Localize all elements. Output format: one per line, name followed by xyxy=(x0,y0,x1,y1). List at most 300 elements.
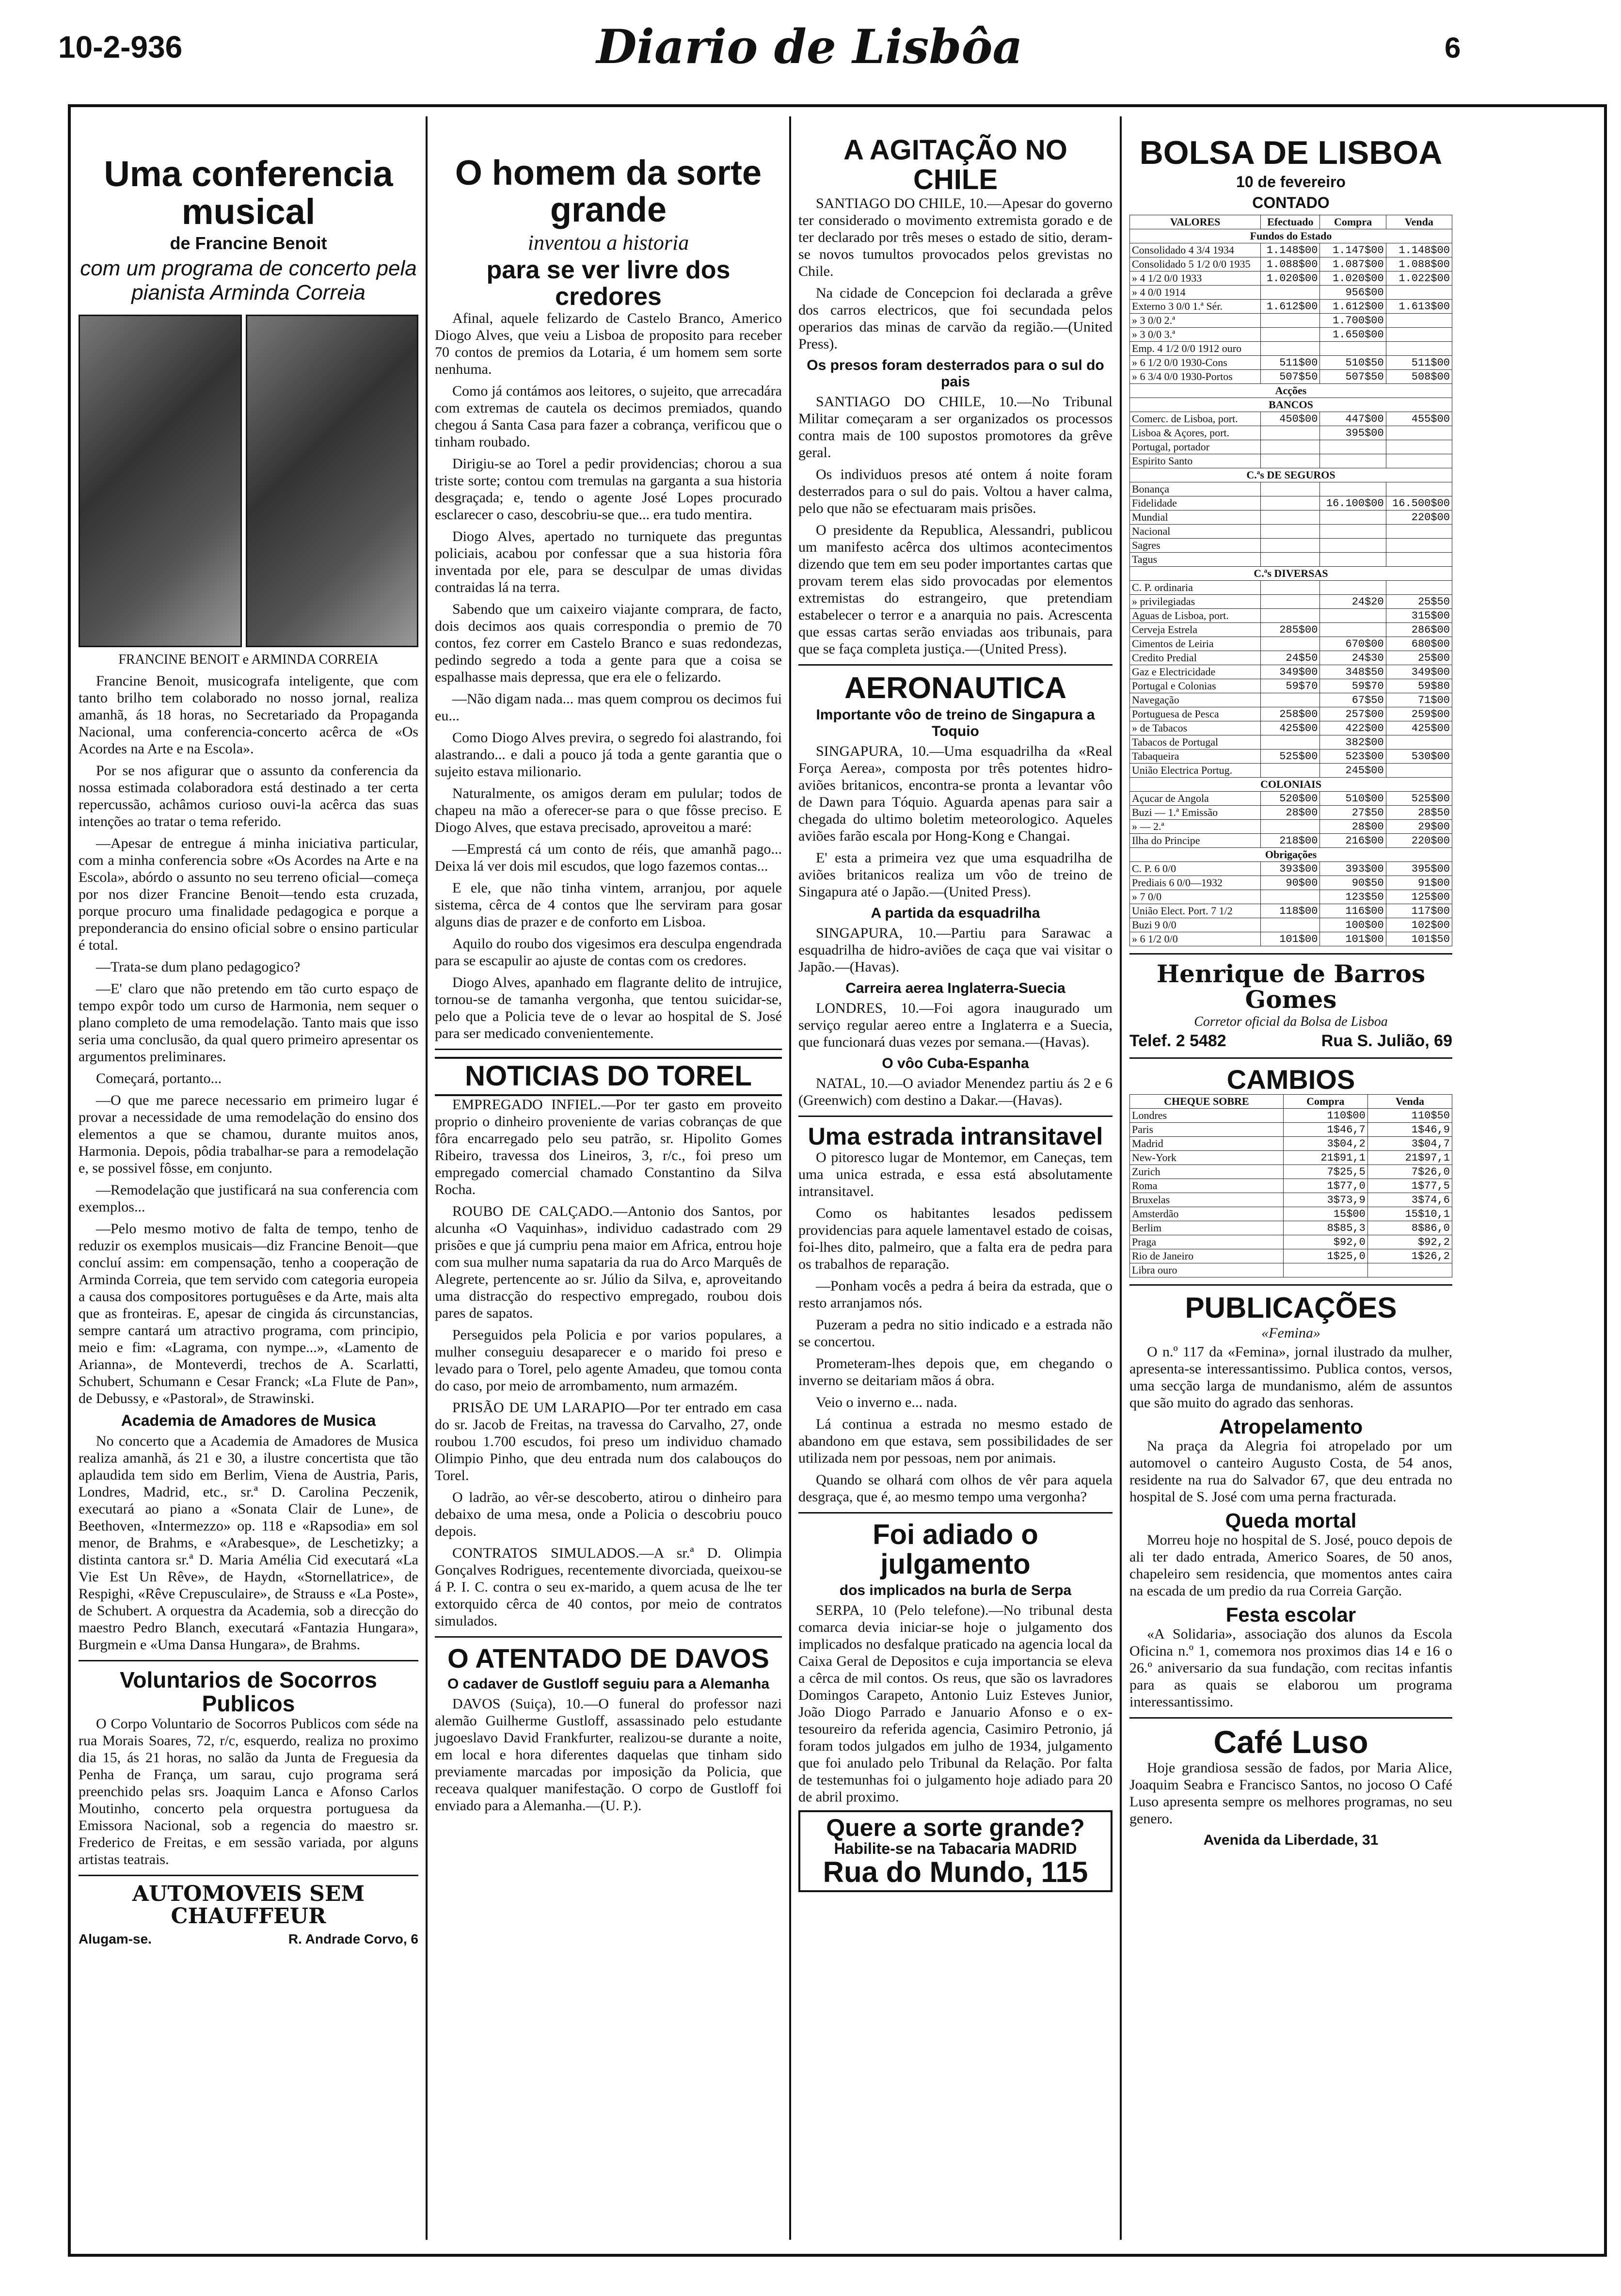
paragraph: —O que me parece necessario em primeiro lugar é provar a necessidade de uma remodelação do ensino dos elementos a que se chamou, durante muitos anos, Harmonia. Depois, pôdia trabalhar-se para a remodelação e, se possivel fôsse, em conjunto. xyxy=(79,1092,418,1177)
table-row xyxy=(1130,356,1452,370)
table-header-row xyxy=(1130,1095,1452,1109)
paragraph: —Apesar de entregue á minha iniciativa particular, com a minha conferencia sobre «Os Acordes na Arte e na Escola», abórdo o assunto no seu terreno oficial—começa por nos dizer Francine Benoit—tendo esta cruzada, porque procuro uma finalidade pedagogica e porque a preponderancia do ensino oficial sobre o ensino particular é total. xyxy=(79,835,418,954)
stock-exchange-table xyxy=(1129,215,1452,946)
price-cell: 102$00 xyxy=(1386,918,1452,932)
security-name: União Elect. Port. 7 1/2 xyxy=(1130,904,1261,918)
market-session: CONTADO xyxy=(1252,194,1330,212)
paragraph: Quando se olhará com olhos de vêr para aquela desgraça, que é, ao mesmo tempo uma vergonha? xyxy=(798,1472,1112,1505)
divider xyxy=(798,1512,1112,1514)
table-row xyxy=(1130,412,1452,426)
price-cell: 349$00 xyxy=(1386,665,1452,679)
rate-cell: 21$97,1 xyxy=(1367,1151,1452,1165)
price-cell: 680$00 xyxy=(1386,637,1452,651)
price-cell xyxy=(1386,539,1452,553)
security-name: Externo 3 0/0 1.ª Sér. xyxy=(1130,300,1261,314)
price-cell xyxy=(1261,693,1320,707)
article-subheadline: Carreira aerea Inglaterra-Suecia xyxy=(845,980,1065,996)
rate-cell: 7$25,5 xyxy=(1283,1165,1367,1179)
price-cell xyxy=(1261,510,1320,525)
security-name: Credito Predial xyxy=(1130,651,1261,665)
broker-title: Corretor oficial da Bolsa de Lisboa xyxy=(1194,1014,1388,1030)
section-label: Acções xyxy=(1130,384,1452,398)
price-cell xyxy=(1261,890,1320,904)
currency-city: Libra ouro xyxy=(1130,1263,1284,1277)
column-rule xyxy=(426,116,428,2240)
price-cell xyxy=(1320,454,1386,468)
table-row xyxy=(1130,918,1452,932)
divider xyxy=(435,1636,782,1638)
price-cell: 1.700$00 xyxy=(1320,314,1386,328)
security-name: Mundial xyxy=(1130,510,1261,525)
price-cell xyxy=(1261,764,1320,778)
table-row xyxy=(1130,904,1452,918)
table-row xyxy=(1130,1193,1452,1207)
article-headline: Foi adiado o julgamento xyxy=(873,1519,1038,1580)
rate-cell: 1$77,5 xyxy=(1367,1179,1452,1193)
paragraph: E ele, que não tinha vintem, arranjou, por aquele sistema, cêrca de 4 contos que lhe serviram para gosar alguns dias de prazer e de conforto em Lisboa. xyxy=(435,880,782,930)
rate-cell: 7$26,0 xyxy=(1367,1165,1452,1179)
divider xyxy=(1129,1284,1452,1286)
table-row xyxy=(1130,1109,1452,1123)
paragraph: —Ponham vocês a pedra á beira da estrada, que o resto arranjamos nós. xyxy=(798,1278,1112,1311)
photo-pair xyxy=(79,315,418,647)
currency-city: Zurich xyxy=(1130,1165,1284,1179)
exchange-rates-table xyxy=(1129,1094,1452,1277)
security-name: Tagus xyxy=(1130,553,1261,567)
table-section-row xyxy=(1130,567,1452,581)
price-cell: 218$00 xyxy=(1261,834,1320,848)
price-cell: 1.613$00 xyxy=(1386,300,1452,314)
column-3 xyxy=(793,116,1118,2249)
price-cell: 1.020$00 xyxy=(1320,271,1386,286)
price-cell xyxy=(1261,553,1320,567)
paragraph: Como Diogo Alves previra, o segredo foi alastrando, foi alastrando... e dali a pouco já toda a gente garantia que o sujeito estava milionario. xyxy=(435,730,782,780)
price-cell: 285$00 xyxy=(1261,623,1320,637)
price-cell: 16.500$00 xyxy=(1386,496,1452,510)
price-cell: 16.100$00 xyxy=(1320,496,1386,510)
security-name: Buzi 9 0/0 xyxy=(1130,918,1261,932)
paragraph: Sabendo que um caixeiro viajante comprara, de facto, dois decimos aos quais correspondia o premio de 70 contos, fez correr em Castelo Branco e suas redondezas, pedindo segredo a toda a gente para que a coisa se espalhasse mais depressa, que era ele o felizardo. xyxy=(435,601,782,686)
security-name: Emp. 4 1/2 0/0 1912 ouro xyxy=(1130,342,1261,356)
table-row xyxy=(1130,1221,1452,1235)
article-subheadline: A partida da esquadrilha xyxy=(871,905,1040,921)
paragraph: Como já contámos aos leitores, o sujeito, que arrecadára com extremas de cautela os decimos premiados, quando chegou á Santa Casa para fazer a cobrança, verificou que o tinham roubado. xyxy=(435,383,782,450)
price-cell: 1.022$00 xyxy=(1386,271,1452,286)
rate-cell: 8$86,0 xyxy=(1367,1221,1452,1235)
article-subheadline: inventou a historia xyxy=(527,231,689,255)
price-cell xyxy=(1261,454,1320,468)
security-name: Consolidado 5 1/2 0/0 1935 xyxy=(1130,257,1261,271)
price-cell: 393$00 xyxy=(1261,862,1320,876)
table-row xyxy=(1130,1249,1452,1263)
security-name: União Electrica Portug. xyxy=(1130,764,1261,778)
section-label: Fundos do Estado xyxy=(1130,229,1452,243)
rate-cell: 3$04,2 xyxy=(1283,1137,1367,1151)
rate-cell: 8$85,3 xyxy=(1283,1221,1367,1235)
price-cell xyxy=(1386,342,1452,356)
article-headline: Festa escolar xyxy=(1225,1603,1356,1626)
broker-contact xyxy=(1129,1032,1452,1051)
price-cell xyxy=(1320,553,1386,567)
security-name: Açucar de Angola xyxy=(1130,792,1261,806)
table-row xyxy=(1130,1179,1452,1193)
rate-cell: 15$10,1 xyxy=(1367,1207,1452,1221)
advertisement-text: Habilite-se na Tabacaria MADRID xyxy=(834,1839,1077,1857)
price-cell: 29$00 xyxy=(1386,820,1452,834)
price-cell xyxy=(1261,820,1320,834)
price-cell xyxy=(1386,314,1452,328)
rate-cell xyxy=(1367,1263,1452,1277)
price-cell xyxy=(1261,525,1320,539)
security-name: Prediais 6 0/0—1932 xyxy=(1130,876,1261,890)
price-cell xyxy=(1386,735,1452,749)
security-name: Fidelidade xyxy=(1130,496,1261,510)
paragraph: NATAL, 10.—O aviador Menendez partiu ás 2 e 6 (Greenwich) com destino a Dakar.—(Havas). xyxy=(798,1075,1112,1108)
security-name: Portugal e Colonias xyxy=(1130,679,1261,693)
article-headline: Atropelamento xyxy=(1219,1415,1363,1438)
rate-cell: 3$73,9 xyxy=(1283,1193,1367,1207)
table-row xyxy=(1130,721,1452,735)
advertisement-address: Rua do Mundo, 115 xyxy=(823,1856,1088,1889)
price-cell: 447$00 xyxy=(1320,412,1386,426)
price-cell xyxy=(1386,286,1452,300)
table-row xyxy=(1130,510,1452,525)
divider xyxy=(435,1049,782,1050)
price-cell: 1.088$00 xyxy=(1261,257,1320,271)
column-header: VALORES xyxy=(1130,215,1261,229)
paragraph: SANTIAGO DO CHILE, 10.—Apesar do governo ter considerado o movimento extremista gorado e de ter declarado por três meses o estado de sitio, deram-se novos tumultos provocados pelos grevistas no Chile. xyxy=(798,195,1112,279)
table-row xyxy=(1130,693,1452,707)
paragraph: DAVOS (Suiça), 10.—O funeral do professor nazi alemão Guilherme Gustloff, assassinado pelo estudante jugoeslavo David Frankfurter, realizou-se durante a noite, em local e hora diferentes daquelas que tinham sido previamente marcadas por imposição da Policia, que receava qualquer manifestação. O corpo de Gustloff foi enviado para a Alemanha.—(U. P.). xyxy=(435,1696,782,1814)
price-cell: 117$00 xyxy=(1386,904,1452,918)
table-row xyxy=(1130,820,1452,834)
price-cell: 450$00 xyxy=(1261,412,1320,426)
security-name: Cimentos de Leiria xyxy=(1130,637,1261,651)
price-cell: 511$00 xyxy=(1386,356,1452,370)
paragraph: E' esta a primeira vez que uma esquadrilha de aviões britanicos realiza um vôo de treino de Singapura até o Japão.—(United Press). xyxy=(798,849,1112,900)
price-cell: 28$00 xyxy=(1261,806,1320,820)
price-cell xyxy=(1261,342,1320,356)
paragraph: SINGAPURA, 10.—Partiu para Sarawac a esquadrilha de hidro-aviões de caça que vai visitar o Japão.—(Havas). xyxy=(798,925,1112,975)
table-row xyxy=(1130,482,1452,496)
advertisement-title: Quere a sorte grande? xyxy=(826,1814,1085,1842)
table-section-row xyxy=(1130,778,1452,792)
advertisement-title: Café Luso xyxy=(1213,1724,1368,1760)
table-section-row xyxy=(1130,229,1452,243)
price-cell: 258$00 xyxy=(1261,707,1320,721)
price-cell xyxy=(1386,482,1452,496)
price-cell: 1.148$00 xyxy=(1261,243,1320,257)
security-name: » privilegiadas xyxy=(1130,595,1261,609)
security-name: » 6 3/4 0/0 1930-Portos xyxy=(1130,370,1261,384)
security-name: » de Tabacos xyxy=(1130,721,1261,735)
column-rule xyxy=(789,116,791,2240)
price-cell: 1.612$00 xyxy=(1320,300,1386,314)
table-row xyxy=(1130,637,1452,651)
article-deck: para se ver livre dos credores xyxy=(486,256,731,311)
paragraph: EMPREGADO INFIEL.—Por ter gasto em proveito proprio o dinheiro proveniente de varias cobranças de que fôra encarregado pelo seu patrão, sr. Hipolito Gomes Ribeiro, travessa dos Lineiros, 3, r/c., foi preso um empregado comercial chamado Constantino da Silva Rocha. xyxy=(435,1097,782,1198)
security-name: Portuguesa de Pesca xyxy=(1130,707,1261,721)
divider xyxy=(798,664,1112,666)
price-cell xyxy=(1386,581,1452,595)
market-date: 10 de fevereiro xyxy=(1236,173,1346,191)
table-row xyxy=(1130,735,1452,749)
price-cell: 348$50 xyxy=(1320,665,1386,679)
article-subheadline: O cadaver de Gustloff seguiu para a Alemanha xyxy=(447,1676,770,1692)
table-section-row xyxy=(1130,468,1452,482)
column-4 xyxy=(1124,116,1458,2249)
price-cell: 422$00 xyxy=(1320,721,1386,735)
price-cell: 956$00 xyxy=(1320,286,1386,300)
price-cell: 1.087$00 xyxy=(1320,257,1386,271)
paragraph: Como os habitantes lesados pedissem providencias para aquele lamentavel estado de coisas, foi-lhes dito, palmeiro, que a falta era de pedra para os trabalhos de reparação. xyxy=(798,1205,1112,1273)
column-1 xyxy=(73,116,424,2249)
table-row xyxy=(1130,609,1452,623)
price-cell xyxy=(1261,440,1320,454)
paragraph: Na praça da Alegria foi atropelado por um automovel o canteiro Augusto Costa, de 54 anos, residente na rua do Salvador 67, que deu entrada no hospital de S. José com uma perna fracturada. xyxy=(1129,1438,1452,1505)
article-subheadline: O vôo Cuba-Espanha xyxy=(882,1055,1029,1071)
paragraph: SERPA, 10 (Pelo telefone).—No tribunal desta comarca devia iniciar-se hoje o julgamento dos implicados no desfalque praticado na agencia local da Caixa Geral de Depositos e cuja importancia se eleva a cêrca de mil contos. Os reus, que são os lavradores Domingos Carapeto, Antonio Luiz Esteves Junior, João Diogo Parrado e Januario Afonso e o ex-tesoureiro da referida agencia, Casimiro Petronio, já foram todos julgados em julho de 1934, julgamento que foi anulado pelo Tribunal da Relação. Por falta de testemunhas foi o julgamento hoje adiado para 20 de abril proximo. xyxy=(798,1602,1112,1805)
security-name: Ilha do Principe xyxy=(1130,834,1261,848)
price-cell: 530$00 xyxy=(1386,749,1452,764)
price-cell: 511$00 xyxy=(1261,356,1320,370)
security-name: Gaz e Electricidade xyxy=(1130,665,1261,679)
paragraph: Prometeram-lhes depois que, em chegando o inverno se deitariam mãos á obra. xyxy=(798,1355,1112,1389)
price-cell: 118$00 xyxy=(1261,904,1320,918)
paragraph: No concerto que a Academia de Amadores de Musica realiza amanhã, ás 21 e 30, a ilustre concertista que tão aplaudida tem sido em Berlim, Viena de Austria, Paris, Londres, Madrid, etc., sr.ª D. Carolina Peczenik, executará ao piano a «Sonata Clair de Lune», de Beethoven, «Intermezzo» op. 118 e «Rapsodia» em sol menor, de Brahms, e «Arabesque», de Leschetizky; a distinta cantora sr.ª D. Maria Amélia Cid executará «La Vie Est Un Rêve», de Haydn, «Stornellatrice», de Respighi, «Rêve Crepusculaire», de Strauss e «La Poste», de Schubert. A orquestra da Academia, sob a direcção do maestro Pedro Blanch, executará «Fantazia Hungara», Burgmein e «Uma Dansa Hungara», de Brahms. xyxy=(79,1433,418,1653)
security-name: » 4 1/2 0/0 1933 xyxy=(1130,271,1261,286)
price-cell: 525$00 xyxy=(1261,749,1320,764)
column-header: Compra xyxy=(1320,215,1386,229)
paragraph: ROUBO DE CALÇADO.—Antonio dos Santos, por alcunha «O Vaquinhas», individuo cadastrado com 29 prisões e que já cumpriu pena maior em Africa, entrou hoje com sua mulher numa sapataria da rua do Arco Marquês de Alegrete, pertencente ao sr. Júlio da Silva, e, aproveitando uma distracção do respectivo empregado, roubou dois pares de sapatos. xyxy=(435,1203,782,1322)
paragraph: Morreu hoje no hospital de S. José, pouco depois de ali ter dado entrada, Americo Soares, de 50 anos, chapeleiro sem residencia, que momentos antes caira na escada de um predio da rua Correia Garção. xyxy=(1129,1532,1452,1599)
paragraph: Aquilo do roubo dos vigesimos era desculpa engendrada para se escapulir ao ajuste de contas com os credores. xyxy=(435,936,782,969)
price-cell: 1.147$00 xyxy=(1320,243,1386,257)
table-row xyxy=(1130,1207,1452,1221)
price-cell: 670$00 xyxy=(1320,637,1386,651)
section-heading: AERONAUTICA xyxy=(844,671,1067,705)
price-cell xyxy=(1261,609,1320,623)
paragraph: Naturalmente, os amigos deram em pulular; todos de chapeu na mão a oferecer-se para o que fôsse preciso. E Diogo Alves, que estava precisado, aproveitou a maré: xyxy=(435,785,782,836)
divider xyxy=(1129,1717,1452,1719)
table-row xyxy=(1130,749,1452,764)
rate-cell: 1$77,0 xyxy=(1283,1179,1367,1193)
section-label: Obrigações xyxy=(1130,848,1452,862)
price-cell: 510$00 xyxy=(1320,792,1386,806)
article-headline: Queda mortal xyxy=(1225,1509,1357,1532)
price-cell: 507$50 xyxy=(1320,370,1386,384)
rate-cell: $92,2 xyxy=(1367,1235,1452,1249)
table-row xyxy=(1130,932,1452,946)
table-row xyxy=(1130,651,1452,665)
price-cell xyxy=(1261,314,1320,328)
currency-city: Londres xyxy=(1130,1109,1284,1123)
price-cell: 286$00 xyxy=(1386,623,1452,637)
rate-cell: 15$00 xyxy=(1283,1207,1367,1221)
advertisement xyxy=(79,1931,418,1947)
table-row xyxy=(1130,665,1452,679)
currency-city: New-York xyxy=(1130,1151,1284,1165)
rate-cell: $92,0 xyxy=(1283,1235,1367,1249)
advertisement-title: AUTOMOVEIS SEM CHAUFFEUR xyxy=(132,1881,365,1929)
price-cell: 101$00 xyxy=(1320,932,1386,946)
advertisement-address: R. Andrade Corvo, 6 xyxy=(288,1931,418,1947)
currency-city: Amsterdão xyxy=(1130,1207,1284,1221)
paragraph: «A Solidaria», associação dos alunos da Escola Oficina n.º 1, comemora nos proximos dias 14 e 16 o 26.º aniversario da sua fundação, com recitas infantis para as quais se elaborou um programa interessantissimo. xyxy=(1129,1626,1452,1710)
price-cell: 101$00 xyxy=(1261,932,1320,946)
masthead xyxy=(0,0,1621,97)
security-name: » — 2.ª xyxy=(1130,820,1261,834)
security-name: » 3 0/0 3.ª xyxy=(1130,328,1261,342)
security-name: Cerveja Estrela xyxy=(1130,623,1261,637)
article-deck: com um programa de concerto pela pianista Arminda Correia xyxy=(80,256,417,305)
table-row xyxy=(1130,581,1452,595)
price-cell: 25$00 xyxy=(1386,651,1452,665)
table-header-row xyxy=(1130,215,1452,229)
price-cell xyxy=(1386,525,1452,539)
table-row xyxy=(1130,792,1452,806)
currency-city: Berlim xyxy=(1130,1221,1284,1235)
currency-city: Bruxelas xyxy=(1130,1193,1284,1207)
rate-cell: 3$04,7 xyxy=(1367,1137,1452,1151)
security-name: Portugal, portador xyxy=(1130,440,1261,454)
table-row xyxy=(1130,876,1452,890)
price-cell: 1.612$00 xyxy=(1261,300,1320,314)
table-row xyxy=(1130,862,1452,876)
article-headline: A AGITAÇÃO NO CHILE xyxy=(843,134,1067,195)
price-cell xyxy=(1320,623,1386,637)
security-name: Buzi — 1.ª Emissão xyxy=(1130,806,1261,820)
divider xyxy=(79,1875,418,1876)
paragraph: —Pelo mesmo motivo de falta de tempo, tenho de reduzir os exemplos musicais—diz Francine Benoit—que concluí assim: em compensação, tenho a cooperação de Arminda Correia, que tem servido com categoria europeia a causa dos compositores portuguêses e da Arte, mais alta que as fronteiras. E, apesar de cingida ás circunstancias, sempre cantará um atractivo programa, com principio, meio e fim: «Lagrama, con nympe...», «Lamento de Arianna», de Monteverdi, trechos de A. Scarlatti, Schubert, Schumann e Cesar Franck; «La Flute de Pan», de Debussy, e «Pastoral», de Strawinski. xyxy=(79,1221,418,1407)
price-cell: 1.650$00 xyxy=(1320,328,1386,342)
table-row xyxy=(1130,595,1452,609)
table-row xyxy=(1130,1123,1452,1137)
price-cell: 24$50 xyxy=(1261,651,1320,665)
table-section-row xyxy=(1130,398,1452,412)
price-cell xyxy=(1386,553,1452,567)
rate-cell: 1$26,2 xyxy=(1367,1249,1452,1263)
security-name: Nacional xyxy=(1130,525,1261,539)
article-subheadline: Os presos foram desterrados para o sul do pais xyxy=(807,357,1104,390)
paragraph: CONTRATOS SIMULADOS.—A sr.ª D. Olimpia Gonçalves Rodrigues, recentemente divorciada, queixou-se á P. I. C. contra o seu ex-marido, a quem acusa de lhe ter extorquido cêrca de 40 contos, por meio de contratos simulados. xyxy=(435,1545,782,1629)
price-cell: 393$00 xyxy=(1320,862,1386,876)
table-row xyxy=(1130,1151,1452,1165)
page-number: 6 xyxy=(1445,32,1461,64)
price-cell: 101$50 xyxy=(1386,932,1452,946)
price-cell xyxy=(1261,482,1320,496)
paragraph: —Remodelação que justificará na sua conferencia com exemplos... xyxy=(79,1182,418,1215)
price-cell xyxy=(1261,735,1320,749)
price-cell xyxy=(1261,539,1320,553)
table-row xyxy=(1130,257,1452,271)
newspaper-title: Diario de Lisbôa xyxy=(596,19,1023,74)
article-headline: O ATENTADO DE DAVOS xyxy=(447,1643,769,1674)
advertisement-address: Avenida da Liberdade, 31 xyxy=(1203,1832,1379,1848)
table-row xyxy=(1130,271,1452,286)
table-row xyxy=(1130,679,1452,693)
table-row xyxy=(1130,370,1452,384)
price-cell: 59$70 xyxy=(1261,679,1320,693)
table-section-row xyxy=(1130,848,1452,862)
article-subheadline: Importante vôo de treino de Singapura a Toquio xyxy=(816,706,1095,739)
article-subheadline: dos implicados na burla de Serpa xyxy=(839,1582,1072,1599)
column-header: Venda xyxy=(1386,215,1452,229)
paragraph: Lá continua a estrada no mesmo estado de abandono em que estava, sem possibilidades de ser utilizada nem por pessoas, nem por animais. xyxy=(798,1416,1112,1467)
price-cell: 455$00 xyxy=(1386,412,1452,426)
section-label: BANCOS xyxy=(1130,398,1452,412)
price-cell: 67$50 xyxy=(1320,693,1386,707)
paragraph: SINGAPURA, 10.—Uma esquadrilha da «Real Força Aerea», composta por três potentes hidro-aviões britanicos, encontra-se pronta a levantar vôo de Dawn para Tóquio. Aguarda apenas para sair a chegada do ultimo boletim meteorologico. Aqueles aviões farão escala por Hong-Kong e Changai. xyxy=(798,743,1112,844)
price-cell: 245$00 xyxy=(1320,764,1386,778)
table-row xyxy=(1130,496,1452,510)
price-cell xyxy=(1320,482,1386,496)
price-cell xyxy=(1386,426,1452,440)
security-name: » 7 0/0 xyxy=(1130,890,1261,904)
paragraph: Diogo Alves, apertado no turniquete das preguntas policiais, acabou por confessar que a sua historia fôra inventada por ele, para se desculpar de umas dividas contraidas lá na terra. xyxy=(435,528,782,596)
price-cell xyxy=(1261,637,1320,651)
paragraph: O presidente da Republica, Alessandri, publicou um manifesto acêrca dos ultimos acontecimentos dizendo que tem em seu poder importantes cartas que provam terem elas sido provocadas por elementos extremistas do estrangeiro, que pretendiam estabelecer o terror e a anarquia no pais. Acrescenta que essas cartas serão enviadas aos tribunais, para que se faça completa justiça.—(United Press). xyxy=(798,522,1112,657)
price-cell xyxy=(1320,609,1386,623)
price-cell xyxy=(1320,440,1386,454)
price-cell: 508$00 xyxy=(1386,370,1452,384)
broker-name: Henrique de Barros Gomes xyxy=(1156,959,1426,1014)
price-cell: 216$00 xyxy=(1320,834,1386,848)
paragraph: —E' claro que não pretendo em tão curto espaço de tempo expôr todo um curso de Harmonia, nem sequer o plano completo de uma remodelação. Tanto mais que isso seria uma conclusão, da qual quero primeiro apresentar os argumentos preliminares. xyxy=(79,981,418,1065)
price-cell: 59$70 xyxy=(1320,679,1386,693)
table-row xyxy=(1130,1263,1452,1277)
rate-cell: 1$46,7 xyxy=(1283,1123,1367,1137)
table-row xyxy=(1130,243,1452,257)
price-cell xyxy=(1320,525,1386,539)
paragraph: —Não digam nada... mas quem comprou os decimos fui eu... xyxy=(435,691,782,724)
table-row xyxy=(1130,707,1452,721)
price-cell xyxy=(1386,328,1452,342)
section-label: C.ªs DE SEGUROS xyxy=(1130,468,1452,482)
paragraph: Veio o inverno e... nada. xyxy=(816,1394,957,1411)
price-cell: 257$00 xyxy=(1320,707,1386,721)
table-row xyxy=(1130,623,1452,637)
paragraph: Dirigiu-se ao Torel a pedir providencias; chorou a sua triste sorte; contou com tremulas na garganta a sua historia desgraçada; e, tendo o agente José Lopes procurado esclarecer o caso, descobriu-se que... era tudo mentira. xyxy=(435,456,782,523)
paragraph: Puzeram a pedra no sitio indicado e a estrada não se concertou. xyxy=(798,1317,1112,1350)
price-cell xyxy=(1261,496,1320,510)
paragraph: Na cidade de Concepcion foi declarada a grêve dos carros electricos, que foi secundada pelos operarios das minas de carvão da região.—(United Press). xyxy=(798,285,1112,352)
currency-city: Rio de Janeiro xyxy=(1130,1249,1284,1263)
column-2 xyxy=(429,116,788,2249)
column-header: CHEQUE SOBRE xyxy=(1130,1095,1284,1109)
price-cell: 28$00 xyxy=(1320,820,1386,834)
table-row xyxy=(1130,806,1452,820)
security-name: Navegação xyxy=(1130,693,1261,707)
price-cell: 90$00 xyxy=(1261,876,1320,890)
price-cell: 523$00 xyxy=(1320,749,1386,764)
price-cell: 349$00 xyxy=(1261,665,1320,679)
price-cell: 28$50 xyxy=(1386,806,1452,820)
price-cell: 100$00 xyxy=(1320,918,1386,932)
lottery-advertisement xyxy=(798,1810,1112,1892)
security-name: Comerc. de Lisboa, port. xyxy=(1130,412,1261,426)
price-cell xyxy=(1261,328,1320,342)
article-subheadline: «Femina» xyxy=(1261,1325,1320,1341)
price-cell: 425$00 xyxy=(1261,721,1320,735)
security-name: Lisboa & Açores, port. xyxy=(1130,426,1261,440)
price-cell: 24$30 xyxy=(1320,651,1386,665)
rate-cell xyxy=(1283,1263,1367,1277)
price-cell xyxy=(1320,539,1386,553)
section-heading: PUBLICAÇÕES xyxy=(1185,1292,1397,1324)
price-cell: 90$50 xyxy=(1320,876,1386,890)
table-row xyxy=(1130,1165,1452,1179)
